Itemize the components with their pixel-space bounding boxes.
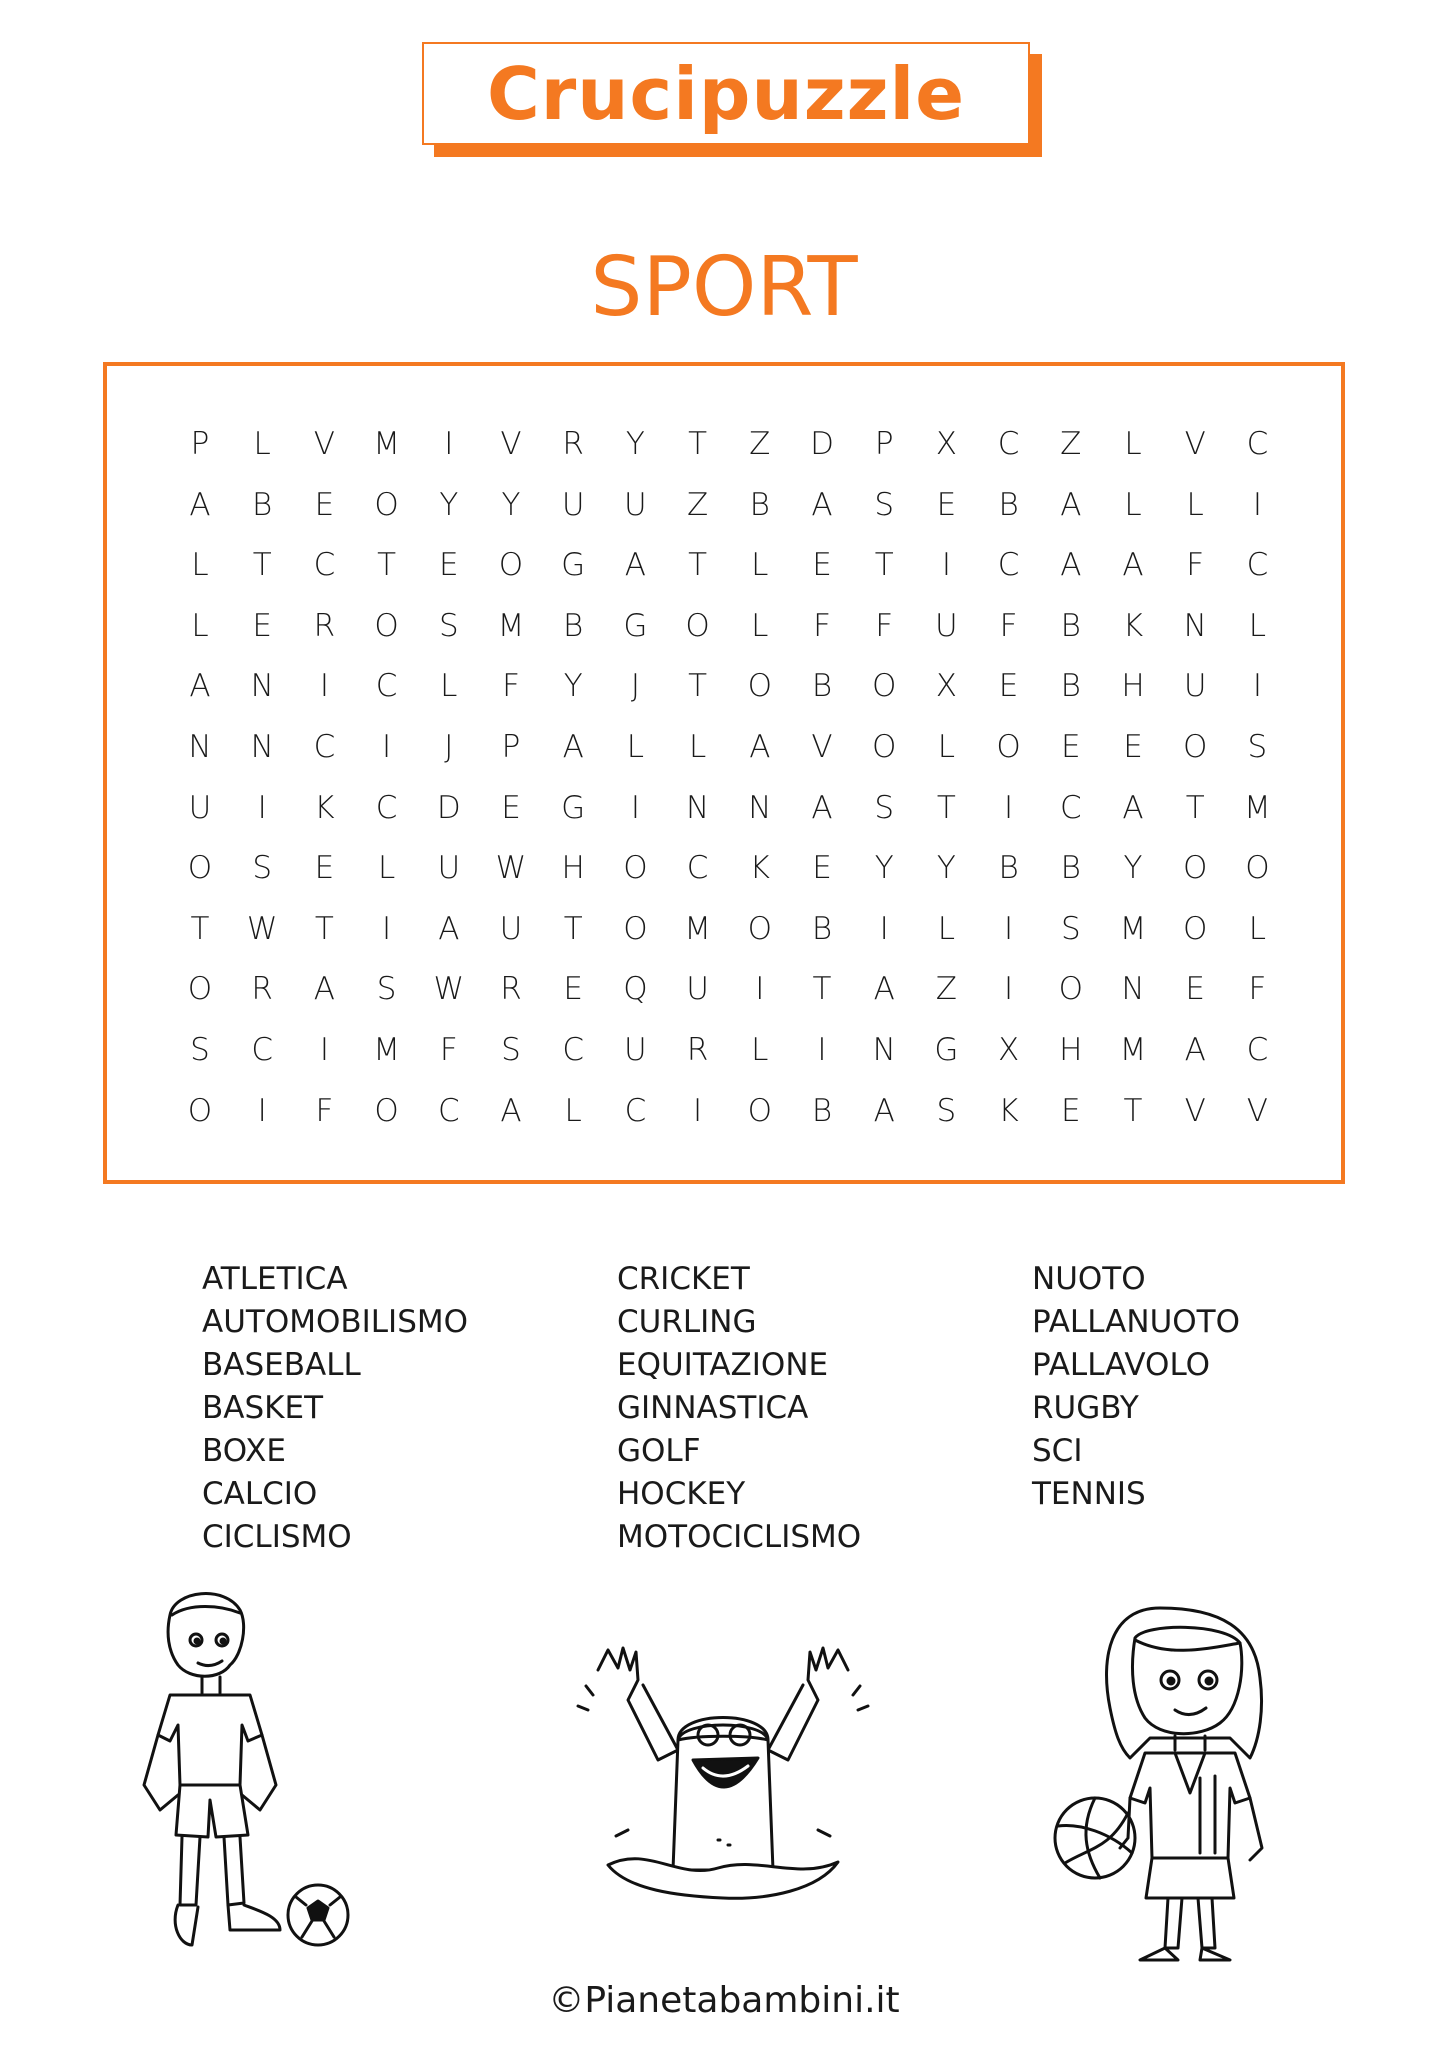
word-list-item: PALLANUOTO <box>1032 1304 1240 1340</box>
grid-cell[interactable]: L <box>440 668 458 705</box>
grid-cell[interactable]: B <box>252 486 273 523</box>
grid-cell[interactable]: F <box>875 607 894 644</box>
grid-cell[interactable]: G <box>934 1032 959 1068</box>
grid-cell[interactable]: G <box>623 607 648 644</box>
grid-cell[interactable]: I <box>319 668 329 705</box>
grid-cell[interactable]: V <box>500 426 522 462</box>
grid-cell[interactable]: C <box>375 789 398 826</box>
word-list-item: NUOTO <box>1032 1261 1146 1297</box>
grid-cell[interactable]: C <box>313 729 336 765</box>
grid-cell[interactable]: C <box>1246 1032 1269 1068</box>
grid-cell[interactable]: D <box>810 426 834 462</box>
girl-volleyball-illustration <box>1050 1598 1320 1968</box>
grid-cell[interactable]: O <box>747 1092 772 1129</box>
grid-cell[interactable]: Y <box>501 486 521 523</box>
grid-cell[interactable]: L <box>191 607 209 644</box>
grid-cell[interactable]: M <box>1244 789 1271 826</box>
grid-cell[interactable]: C <box>313 547 336 584</box>
grid-cell[interactable]: M <box>1119 1032 1147 1068</box>
grid-cell[interactable]: V <box>811 729 833 765</box>
grid-cell[interactable]: O <box>996 729 1021 765</box>
grid-cell[interactable]: C <box>1246 426 1269 462</box>
grid-cell[interactable]: N <box>1121 971 1145 1008</box>
word-list-column-1 <box>202 1258 468 1559</box>
word-list-item: CALCIO <box>202 1476 318 1512</box>
grid-cell[interactable]: K <box>1122 607 1144 644</box>
grid-cell[interactable]: L <box>751 1032 769 1068</box>
grid-cell[interactable]: Y <box>563 668 583 705</box>
grid-cell[interactable]: K <box>314 789 335 826</box>
grid-cell[interactable]: R <box>313 607 336 644</box>
grid-cell[interactable]: I <box>1004 789 1014 826</box>
puzzle-subtitle: SPORT <box>590 240 858 335</box>
grid-cell[interactable]: A <box>1060 486 1082 523</box>
title-box <box>422 42 1030 145</box>
grid-cell[interactable]: D <box>436 789 461 826</box>
grid-cell[interactable]: I <box>1004 971 1014 1008</box>
word-list-item: SCI <box>1032 1433 1083 1469</box>
grid-cell[interactable]: O <box>187 850 213 887</box>
grid-cell[interactable]: C <box>437 1092 460 1129</box>
grid-cell[interactable]: F <box>315 1092 334 1129</box>
grid-cell[interactable]: Z <box>935 971 958 1008</box>
grid-cell[interactable]: S <box>936 1092 957 1129</box>
grid-cell[interactable]: A <box>1184 1032 1206 1068</box>
grid-cell[interactable]: W <box>495 850 527 887</box>
grid-cell[interactable]: A <box>438 910 460 947</box>
word-list-column-2 <box>617 1258 861 1559</box>
grid-cell[interactable]: B <box>811 1092 833 1129</box>
grid-cell[interactable]: B <box>1060 850 1081 887</box>
grid-cell[interactable]: I <box>382 729 392 765</box>
grid-cell[interactable]: J <box>630 668 640 705</box>
grid-cell[interactable]: O <box>187 971 213 1008</box>
grid-cell[interactable]: A <box>189 668 211 705</box>
grid-cell[interactable]: C <box>624 1092 647 1129</box>
grid-cell[interactable]: X <box>997 1032 1020 1068</box>
grid-cell[interactable]: L <box>564 1092 582 1129</box>
grid-cell[interactable]: T <box>688 547 708 584</box>
page-title: Crucipuzzle <box>422 42 1030 145</box>
grid-cell[interactable]: L <box>1248 910 1267 947</box>
grid-cell[interactable]: B <box>563 607 584 644</box>
grid-cell[interactable]: Y <box>874 850 894 887</box>
grid-cell[interactable]: B <box>811 668 833 705</box>
word-list-item: BASKET <box>202 1390 324 1426</box>
grid-cell[interactable]: C <box>375 668 398 705</box>
grid-cell[interactable]: L <box>688 729 707 765</box>
grid-cell[interactable]: U <box>935 607 958 644</box>
grid-cell[interactable]: V <box>1184 426 1206 462</box>
grid-cell[interactable]: I <box>1252 668 1262 705</box>
word-list-item: CRICKET <box>617 1261 750 1297</box>
grid-cell[interactable]: O <box>871 729 897 765</box>
grid-cell[interactable]: Y <box>1123 850 1143 887</box>
grid-cell[interactable]: M <box>497 607 525 644</box>
grid-cell[interactable]: E <box>252 607 272 644</box>
grid-cell[interactable]: I <box>1004 910 1014 947</box>
grid-cell[interactable]: E <box>314 486 335 523</box>
grid-cell[interactable]: K <box>749 850 770 887</box>
grid-cell[interactable]: Z <box>1060 426 1082 462</box>
grid-cell[interactable]: O <box>1058 971 1083 1008</box>
grid-cell[interactable]: G <box>561 547 586 584</box>
grid-cell[interactable]: R <box>562 426 584 462</box>
grid-cell[interactable]: T <box>688 668 708 705</box>
grid-cell[interactable]: T <box>688 426 708 462</box>
grid-cell[interactable]: C <box>562 1032 585 1068</box>
grid-cell[interactable]: S <box>874 486 895 523</box>
grid-cell[interactable]: Y <box>439 486 459 523</box>
grid-cell[interactable]: N <box>250 729 274 765</box>
grid-cell[interactable]: E <box>812 850 832 887</box>
grid-cell[interactable]: O <box>1245 850 1270 887</box>
grid-cell[interactable]: A <box>873 971 895 1008</box>
grid-cell[interactable]: F <box>1248 971 1267 1008</box>
grid-cell[interactable]: E <box>812 547 832 584</box>
grid-cell[interactable]: G <box>561 789 586 826</box>
grid-cell[interactable]: H <box>1121 668 1145 705</box>
grid-cell[interactable]: U <box>561 486 585 523</box>
grid-cell[interactable]: A <box>1122 547 1144 584</box>
grid-cell[interactable]: E <box>1061 729 1081 765</box>
grid-cell[interactable]: I <box>817 1032 827 1068</box>
word-list-item: BOXE <box>202 1433 286 1469</box>
grid-cell[interactable]: I <box>630 789 640 826</box>
copyright-icon: © <box>548 1980 585 2021</box>
grid-cell[interactable]: S <box>190 1032 210 1068</box>
grid-cell[interactable]: C <box>686 850 709 887</box>
grid-cell[interactable]: A <box>811 789 833 826</box>
grid-cell[interactable]: C <box>997 426 1020 462</box>
grid-cell[interactable]: I <box>382 910 392 947</box>
grid-cell[interactable]: U <box>624 486 647 523</box>
grid-cell[interactable]: N <box>748 789 772 826</box>
grid-cell[interactable]: B <box>749 486 770 523</box>
grid-cell[interactable]: S <box>874 789 895 826</box>
grid-cell[interactable]: A <box>1060 547 1082 584</box>
word-list-item: HOCKEY <box>617 1476 746 1512</box>
grid-cell[interactable]: E <box>563 971 583 1008</box>
grid-cell[interactable]: T <box>936 789 956 826</box>
grid-cell[interactable]: O <box>374 1092 399 1129</box>
grid-cell[interactable]: O <box>498 547 524 584</box>
grid-cell[interactable]: V <box>313 426 335 462</box>
grid-cell[interactable]: O <box>747 910 772 947</box>
grid-cell[interactable]: T <box>314 910 334 947</box>
grid-cell[interactable]: A <box>562 729 584 765</box>
grid-cell[interactable]: E <box>314 850 335 887</box>
grid-cell[interactable]: L <box>1186 486 1204 523</box>
grid-cell[interactable]: X <box>935 426 958 462</box>
swimmer-illustration <box>568 1640 878 1930</box>
grid-cell[interactable]: N <box>685 789 710 826</box>
grid-cell[interactable]: N <box>872 1032 896 1068</box>
word-list-item: GOLF <box>617 1433 701 1469</box>
grid-cell[interactable]: A <box>749 729 771 765</box>
grid-cell[interactable]: I <box>444 426 454 462</box>
grid-cell[interactable]: O <box>1182 850 1208 887</box>
grid-cell[interactable]: M <box>373 1032 400 1068</box>
grid-cell[interactable]: L <box>751 607 769 644</box>
grid-cell[interactable]: Z <box>749 426 771 462</box>
grid-cell[interactable]: P <box>874 426 894 462</box>
grid-cell[interactable]: I <box>755 971 765 1008</box>
grid-cell[interactable]: T <box>252 547 272 584</box>
grid-cell[interactable]: T <box>874 547 894 584</box>
grid-cell[interactable]: S <box>438 607 459 644</box>
grid-cell[interactable]: I <box>941 547 951 584</box>
word-list-item: BASEBALL <box>202 1347 361 1383</box>
grid-cell[interactable]: N <box>1183 607 1207 644</box>
word-list-item: CURLING <box>617 1304 757 1340</box>
grid-cell[interactable]: I <box>257 1092 267 1129</box>
grid-cell[interactable]: O <box>685 607 710 644</box>
grid-cell[interactable]: E <box>936 486 957 523</box>
grid-cell[interactable]: E <box>1123 729 1143 765</box>
grid-cell[interactable]: A <box>811 486 833 523</box>
grid-cell[interactable]: L <box>377 850 396 887</box>
grid-cell[interactable]: B <box>1060 607 1081 644</box>
grid-cell[interactable]: Y <box>625 426 645 462</box>
grid-cell[interactable]: L <box>937 910 956 947</box>
grid-cell[interactable]: A <box>873 1092 895 1129</box>
grid-cell[interactable]: S <box>376 971 397 1008</box>
grid-cell[interactable]: O <box>747 668 772 705</box>
grid-cell[interactable]: A <box>1122 789 1144 826</box>
grid-cell[interactable]: O <box>623 910 648 947</box>
grid-cell[interactable]: B <box>811 910 833 947</box>
grid-cell[interactable]: J <box>444 729 454 765</box>
grid-cell[interactable]: R <box>500 971 522 1008</box>
grid-cell[interactable]: V <box>1184 1092 1206 1129</box>
word-list-item: MOTOCICLISMO <box>617 1519 862 1555</box>
site-name: Pianetabambini.it <box>584 1980 900 2021</box>
grid-cell[interactable]: P <box>501 729 521 765</box>
puzzle-grid-frame <box>103 362 1345 1184</box>
grid-cell[interactable]: O <box>1182 910 1208 947</box>
grid-cell[interactable]: S <box>252 850 273 887</box>
grid-cell[interactable]: O <box>871 668 897 705</box>
grid-cell[interactable]: P <box>190 426 210 462</box>
grid-cell[interactable]: C <box>1246 547 1269 584</box>
word-list-item: PALLAVOLO <box>1032 1347 1211 1383</box>
grid-cell[interactable]: U <box>686 971 709 1008</box>
grid-cell[interactable]: L <box>1124 486 1142 523</box>
grid-cell[interactable]: E <box>501 789 521 826</box>
grid-cell[interactable]: L <box>937 729 956 765</box>
grid-cell[interactable]: S <box>1060 910 1081 947</box>
grid-cell[interactable]: U <box>188 789 212 826</box>
grid-cell[interactable]: L <box>626 729 645 765</box>
grid-cell[interactable]: E <box>439 547 459 584</box>
grid-cell[interactable]: O <box>187 1092 213 1129</box>
grid-cell[interactable]: F <box>502 668 520 705</box>
grid-cell[interactable]: C <box>1059 789 1082 826</box>
grid-cell[interactable]: O <box>374 607 399 644</box>
grid-cell[interactable]: L <box>751 547 769 584</box>
grid-cell[interactable]: X <box>935 668 958 705</box>
grid-cell[interactable]: W <box>246 910 278 947</box>
grid-cell[interactable]: O <box>1182 729 1208 765</box>
grid-cell[interactable]: B <box>998 850 1019 887</box>
grid-cell[interactable]: V <box>1246 1092 1268 1129</box>
word-list-item: GINNASTICA <box>617 1390 809 1426</box>
grid-cell[interactable]: I <box>879 910 889 947</box>
grid-cell[interactable]: U <box>1183 668 1207 705</box>
grid-cell[interactable]: L <box>1124 426 1142 462</box>
grid-cell[interactable]: N <box>250 668 274 705</box>
footer <box>0 1980 1448 2021</box>
grid-cell[interactable]: T <box>377 547 397 584</box>
grid-cell[interactable]: E <box>998 668 1019 705</box>
grid-cell[interactable]: H <box>1059 1032 1083 1068</box>
grid-cell[interactable]: W <box>433 971 465 1008</box>
grid-cell[interactable]: Y <box>936 850 956 887</box>
grid-cell[interactable]: H <box>561 850 585 887</box>
grid-cell[interactable]: S <box>1247 729 1268 765</box>
grid-cell[interactable]: U <box>499 910 523 947</box>
word-list-item: ATLETICA <box>202 1261 348 1297</box>
grid-cell[interactable]: A <box>624 547 646 584</box>
grid-cell[interactable]: T <box>1123 1092 1143 1129</box>
word-list-item: EQUITAZIONE <box>617 1347 829 1383</box>
grid-cell[interactable]: R <box>251 971 273 1008</box>
grid-cell[interactable]: T <box>563 910 583 947</box>
grid-cell[interactable]: E <box>1061 1092 1081 1129</box>
word-list-item: AUTOMOBILISMO <box>202 1304 469 1340</box>
grid-cell[interactable]: F <box>439 1032 458 1068</box>
grid-cell[interactable]: C <box>251 1032 274 1068</box>
grid-cell[interactable]: A <box>500 1092 522 1129</box>
grid-cell[interactable]: N <box>188 729 212 765</box>
grid-cell[interactable]: Q <box>623 971 648 1008</box>
grid-cell[interactable]: U <box>624 1032 647 1068</box>
grid-cell[interactable]: K <box>998 1092 1019 1129</box>
grid-cell[interactable]: I <box>319 1032 329 1068</box>
grid-cell[interactable]: T <box>812 971 832 1008</box>
grid-cell[interactable]: S <box>501 1032 521 1068</box>
grid-cell[interactable]: Z <box>686 486 709 523</box>
grid-cell[interactable]: A <box>313 971 335 1008</box>
grid-cell[interactable]: U <box>437 850 461 887</box>
grid-cell[interactable]: T <box>190 910 210 947</box>
word-list-item: TENNIS <box>1032 1476 1146 1512</box>
boy-soccer-illustration <box>130 1585 370 1965</box>
grid-cell[interactable]: L <box>191 547 209 584</box>
grid-cell[interactable]: F <box>1186 547 1205 584</box>
grid-cell[interactable]: O <box>623 850 648 887</box>
grid-cell[interactable]: R <box>686 1032 709 1068</box>
grid-cell[interactable]: O <box>374 486 399 523</box>
grid-cell[interactable]: M <box>373 426 400 462</box>
grid-cell[interactable]: B <box>1060 668 1081 705</box>
grid-cell[interactable]: B <box>998 486 1019 523</box>
word-list-item: CICLISMO <box>202 1519 352 1555</box>
grid-cell[interactable]: M <box>1119 910 1147 947</box>
grid-cell[interactable]: L <box>1248 607 1267 644</box>
word-list-item: RUGBY <box>1032 1390 1139 1426</box>
grid-cell[interactable]: I <box>1252 486 1262 523</box>
grid-cell[interactable]: F <box>999 607 1018 644</box>
word-list-column-3 <box>1032 1258 1240 1516</box>
grid-cell[interactable]: T <box>1185 789 1205 826</box>
grid-cell[interactable]: L <box>253 426 271 462</box>
grid-cell[interactable]: A <box>189 486 211 523</box>
grid-cell[interactable]: E <box>1185 971 1205 1008</box>
grid-cell[interactable]: M <box>684 910 711 947</box>
grid-cell[interactable]: I <box>693 1092 703 1129</box>
grid-cell[interactable]: I <box>257 789 267 826</box>
grid-cell[interactable]: C <box>997 547 1020 584</box>
grid-cell[interactable]: F <box>813 607 831 644</box>
